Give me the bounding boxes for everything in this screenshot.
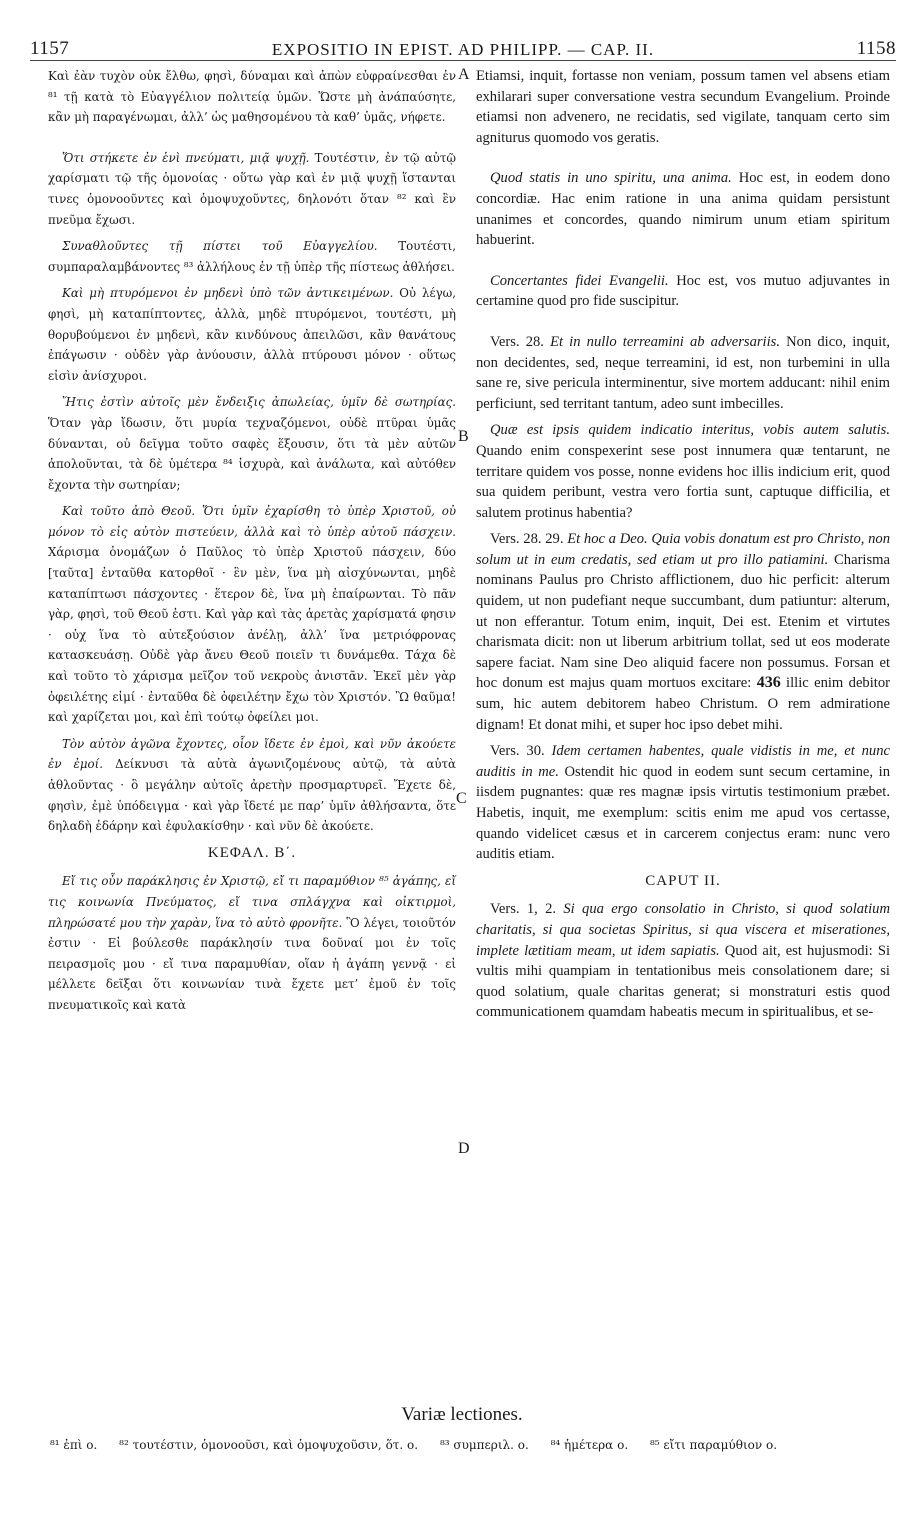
verse-ref: Vers. 28. — [490, 333, 544, 350]
latin-paragraph: Etiamsi, inquit, fortasse non veniam, possum tamen vel absens etiam exhilarari super conversatione vestra secundum Evangelium. Proinde etiamsi non advenero, ne recidatis, sed vigilate, tanquam certo sim agniturus quomodo vos geratis. — [476, 68, 890, 146]
latin-paragraph: Vers. 28. 29. Et hoc a Deo. Quia vobis donatum est pro Christo, non solum ut in eum credatis, sed etiam ut pro illo patiamini. Charisma nominans Paulus pro Christo afflictionem, duo hic perficit: alterum quidem, ut non pudefiant neque succumbant, dum patiuntur: alterum, ut non efferantur. Totum enim, inquit, Dei est. Etenim et virtutes charismata dicit: non ut liberum arbitrium tollat, sed ut eos moderate sapere faciat. Nam sine Deo aliquid facere non possumus. Forsan et hoc donum est majus quam mortuos excitare: 436 illic enim debitor sum, hic autem debitorem habeo Christum. O rem admiratione dignam! Et donat mihi, et super hoc ipso debet mihi. — [476, 531, 890, 733]
greek-paragraph: Καὶ ἐὰν τυχὸν οὐκ ἔλθω, φησὶ, δύναμαι καὶ ἀπὼν εὐφραίνεσθαι ἐν ⁸¹ τῇ κατὰ τὸ Εὐαγγέλιον πολιτείᾳ ὑμῶν. Ὥστε μὴ ἀνάπαύσητε, κἂν μὴ παραγένωμαι, ἀλλ’ ὡς μαθησομένου τὰ καθ’ ὑμᾶς, νήφετε. — [48, 69, 456, 125]
margin-marker-b: B — [458, 428, 469, 445]
variant-note: ⁸³ συμπεριλ. ο. — [439, 1438, 529, 1452]
latin-paragraph: Vers. 30. Idem certamen habentes, quale vidistis in me, et nunc auditis in me. Ostendit hic quod in eodem sunt secum certamine, in iisdem pugnantes: quæ res magnæ ipsis virtutis testimonium præbet. Habetis, inquit, me exemplum: scitis enim me apud vos certasse, quando videlicet cæsus et in carcerem conjectus eram: nunc vero auditis etiam. — [476, 743, 890, 863]
greek-paragraph: Τὸν αὐτὸν ἀγῶνα ἔχοντες, οἷον ἴδετε ἐν ἐμοὶ, καὶ νῦν ἀκούετε ἐν ἐμοί. Δείκνυσι τὰ αὐτὰ ἀγωνιζομένους αὐτῷ, τὰ αὐτὰ ἀθλοῦντας · ὃ μεγάλην αὐτοῖς ἀρετὴν προσμαρτυρεῖ. Ἔχετε δὲ, φησὶν, ἐμὲ ὑπόδειγμα · καὶ γὰρ ἴδετέ με παρ’ ὑμῖν ἀθλήσαντα, ὅτε δηλαδὴ ἐδάρην καὶ ἐφυλακίσθην · καὶ νῦν δὲ ἀκούετε. — [48, 736, 456, 834]
page-number-right: 1158 — [856, 38, 896, 59]
verse-ref: Vers. 30. — [490, 743, 545, 760]
variae-lectiones-heading: Variæ lectiones. — [401, 1404, 523, 1425]
running-title: EXPOSITIO IN EPIST. AD PHILIPP. — CAP. II. — [271, 40, 655, 59]
variant-note: ⁸⁵ εἴτι παραμύθιον ο. — [649, 1438, 778, 1452]
latin-paragraph: Quod statis in uno spiritu, una anima. Hoc est, in eodem dono concordiæ. Hac enim ratione in una anima quidam persistunt unanimes et concordes, quando nimirum unum etiam spiritum habuerint. — [476, 170, 891, 249]
greek-paragraph: Καὶ τοῦτο ἀπὸ Θεοῦ. Ὅτι ὑμῖν ἐχαρίσθη τὸ ὑπὲρ Χριστοῦ, οὐ μόνον τὸ εἰς αὐτὸν πιστεύειν, ἀλλὰ καὶ τὸ ὑπὲρ αὐτοῦ πάσχειν. Χάρισμα ὀνομάζων ὁ Παῦλος τὸ ὑπὲρ Χριστοῦ πάσχειν, δύο [ταῦτα] ἐνταῦθα κατορθοῖ · ἓν μὲν, ἵνα μὴ αἰσχύνωνται, μηδὲ καταπίπτωσι πάσχοντες · ἕτερον δὲ, ἵνα μὴ ἐπαίρωνται. Τὸ πᾶν γὰρ, φησὶ, τοῦ Θεοῦ ἐστι. Καὶ γὰρ καὶ τὰς ἀρετὰς χαρίσματά φησιν · οὐχ ἵνα τὸ αὐτεξούσιον ἀνέλῃ, ἀλλ’ ἵνα μετριόφρονας κατασκευάσῃ. Οὐδὲ γὰρ ἄνευ Θεοῦ ποιεῖν τι δυνάμεθα. Τάχα δὲ καὶ τοῦτο τὸ χάρισμα μεῖζον τοῦ νεκροὺς ἀνιστᾶν. Ἐκεῖ μὲν γὰρ ὀφειλέτης εἰμί · ἐνταῦθα δὲ ὀφειλέτην ἔχω τὸν Χριστόν. Ὢ θαῦμα! καὶ χαρίζεται μοι, καὶ ἐπὶ τούτῳ ὀφείλει μοι. — [48, 504, 456, 725]
greek-paragraph: Καὶ μὴ πτυρόμενοι ἐν μηδενὶ ὑπὸ τῶν ἀντικειμένων. Οὐ λέγω, φησὶ, μὴ καταπίπτοντες, ἀλλὰ, μηδὲ πτυρόμενοι, τουτέστι, μὴ θορυβούμενοι ἐν μηδενὶ, κἂν κινδύνους ἀπειλῶσι, κἂν θανάτους ἐπάγωσιν · οὐδὲν γὰρ ἀνύουσιν, ἀλλὰ πτύρουσι μόνον · οὕτως εἰσὶν ἀνίσχυροι. — [48, 286, 456, 383]
latin-paragraph: Vers. 28. Et in nullo terreamini ab adversariis. Non dico, inquit, non decidentes, sed, neque terreamini, id est, non turbemini in ulla sane re, sive pericula interminentur, sive mortem adducant: nihil enim perficiunt, sed territant tantum, adeo sunt imbecilles. — [476, 333, 890, 412]
running-header — [30, 34, 896, 61]
margin-marker-a: A — [458, 66, 470, 83]
verse-ref: Vers. 28. 29. — [490, 531, 564, 548]
verse-ref: Vers. 1, 2. — [490, 901, 557, 918]
variant-note: ⁸⁴ ἡμέτερα ο. — [550, 1438, 629, 1452]
page-number-left: 1157 — [30, 38, 70, 59]
column-number: 436 — [756, 674, 781, 692]
greek-chapter-heading: ΚΕΦΑΛ. Β΄. — [207, 844, 297, 861]
variant-note: ⁸¹ ἐπὶ ο. — [50, 1438, 98, 1452]
greek-paragraph: Ὅτι στήκετε ἐν ἑνὶ πνεύματι, μιᾷ ψυχῇ. Τουτέστιν, ἐν τῷ αὐτῷ χαρίσματι τῷ τῆς ὁμονοίας · οὕτω γὰρ καὶ ἐν μιᾷ ψυχῇ ἵστανται τινες ὁμονοοῦντες καὶ ὁμοψυχοῦντες, δηλονότι ὅταν ⁸² καὶ ἓν πνεῦμα ἔχωσι. — [48, 150, 456, 227]
greek-paragraph: Ἥτις ἐστὶν αὐτοῖς μὲν ἔνδειξις ἀπωλείας, ὑμῖν δὲ σωτηρίας. Ὅταν γὰρ ἴδωσιν, ὅτι μυρία τεχναζόμενοι, οὐδὲ πτῦραι ὑμᾶς δύνανται, οὐ δεῖγμα τοῦτο σαφὲς ἕξουσιν, ὅτι τὰ μὲν αὐτῶν ἀπολοῦνται, τὰ δὲ ὑμέτερα ⁸⁴ ἰσχυρὰ, καὶ ἀνάλωτα, καὶ αὐτόθεν ἔχοντα τὴν σωτηρίαν; — [48, 395, 456, 492]
greek-column — [48, 66, 456, 1022]
latin-paragraph: Vers. 1, 2. Si qua ergo consolatio in Christo, si quod solatium charitatis, si qua societas Spiritus, si qua viscera et miserationes, implete lætitiam meam, ut idem sapiatis. Quod ait, est hujusmodi: Si vultis mihi quampiam in tentationibus meis consolationem dare; si quod solatium, quale charitas generat; si monstraturi estis quod communicationem quamdam habeatis mecum in spiritualibus, et se- — [476, 901, 891, 1021]
latin-paragraph: Quæ est ipsis quidem indicatio interitus, vobis autem salutis. Quando enim conspexerint sese post innumera quæ tentarunt, ne territare quidem vos posse, nonne evidens hoc illis indicium erit, quod sua quidem peribunt, vestra vero fortia sunt, captuque difficilia, et salutem protinus habentia? — [476, 422, 890, 521]
latin-chapter-heading: CAPUT II. — [645, 872, 721, 889]
greek-paragraph: Συναθλοῦντες τῇ πίστει τοῦ Εὐαγγελίου. Τουτέστι, συμπαραλαμβάνοντες ⁸³ ἀλλήλους ἐν τῇ ὑπὲρ τῆς πίστεως ἀθλήσει. — [48, 239, 456, 274]
margin-marker-c: C — [456, 790, 467, 807]
latin-paragraph: Concertantes fidei Evangelii. Hoc est, vos mutuo adjuvantes in certamine quod pro fide suscipitur. — [476, 272, 890, 310]
margin-marker-d: D — [458, 1140, 470, 1157]
variant-readings — [28, 1436, 894, 1455]
greek-paragraph: Εἴ τις οὖν παράκλησις ἐν Χριστῷ, εἴ τι παραμύθιον ⁸⁵ ἀγάπης, εἴ τις κοινωνία Πνεύματος, εἴ τινα σπλάγχνα καὶ οἰκτιρμοὶ, πληρώσατέ μου τὴν χαρὰν, ἵνα τὸ αὐτὸ φρονῆτε. Ὃ λέγει, τοιοῦτόν ἐστιν · Εἰ βούλεσθε παράκλησίν τινα δοῦναί μοι ἐν τοῖς πειρασμοῖς μου · εἴ τινα παραμυθίαν, οἵαν ἡ ἀγάπη γεννᾷ · εἰ μέλλετε δεῖξαι ὅτι κοινωνίαν τινὰ ἔχετε μετ’ ἐμοῦ ἐν τοῖς πνευματικοῖς καὶ κατὰ — [48, 874, 456, 1012]
latin-column — [476, 66, 890, 1029]
variant-note: ⁸² τουτέστιν, ὁμονοοῦσι, καὶ ὁμοψυχοῦσιν, ὅτ. ο. — [119, 1438, 419, 1452]
